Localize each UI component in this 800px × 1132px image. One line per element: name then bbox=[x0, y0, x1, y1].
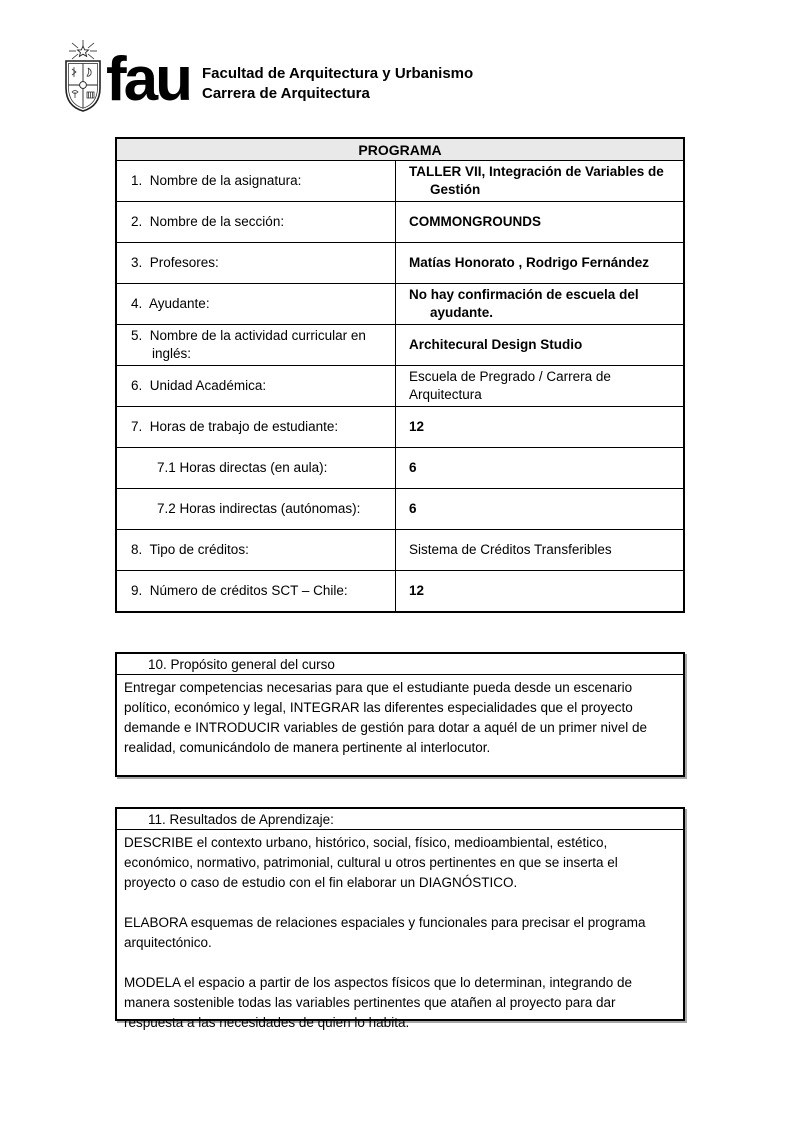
university-crest-icon bbox=[62, 40, 104, 114]
row-label: 6. Unidad Académica: bbox=[117, 366, 396, 406]
row-label: 8. Tipo de créditos: bbox=[117, 530, 396, 570]
row-label: 1. Nombre de la asignatura: bbox=[117, 161, 396, 201]
row-label: 3. Profesores: bbox=[117, 243, 396, 283]
row-value: Matías Honorato , Rodrigo Fernández bbox=[409, 255, 650, 270]
section-resultados-aprendizaje bbox=[115, 807, 685, 1030]
row-label: 7. Horas de trabajo de estudiante: bbox=[117, 407, 396, 447]
table-row-unidad-academica bbox=[117, 365, 683, 406]
section-proposito-general bbox=[115, 652, 685, 777]
section-body bbox=[117, 675, 683, 758]
paragraph: Entregar competencias necesarias para que el estudiante pueda desde un escenario político, económico y legal, INTEGRAR las diferentes especialidades que el proyecto demande e INTRODUCIR variables de gestión para dotar a aquél de un primer nivel de realidad, comunicándolo de manera pertinente al interlocutor. bbox=[124, 680, 648, 755]
paragraph: DESCRIBE el contexto urbano, histórico, social, físico, medioambiental, estético, económico, normativo, patrimonial, cultural u otros pertinentes en que se inserta el proyecto o caso de estudio con el fin elaborar un DIAGNÓSTICO. bbox=[124, 835, 618, 890]
table-row-creditos-sct bbox=[117, 570, 683, 611]
row-label: 7.2 Horas indirectas (autónomas): bbox=[117, 489, 396, 529]
table-row-profesores bbox=[117, 242, 683, 283]
row-value: 12 bbox=[409, 419, 425, 434]
table-row-asignatura bbox=[117, 160, 683, 201]
career-name: Carrera de Arquitectura bbox=[202, 85, 370, 102]
row-label: 7.1 Horas directas (en aula): bbox=[117, 448, 396, 488]
row-value: No hay confirmación de escuela del ayudante. bbox=[409, 287, 639, 320]
paragraph: MODELA el espacio a partir de los aspectos físicos que lo determinan, integrando de manera sostenible todas las variables pertinentes que atañen al proyecto para dar respuesta a las necesidades de quien lo habita. bbox=[124, 975, 633, 1030]
row-value: 6 bbox=[409, 501, 417, 516]
table-row-seccion bbox=[117, 201, 683, 242]
table-row-horas-indirectas bbox=[117, 488, 683, 529]
faculty-name: Facultad de Arquitectura y Urbanismo bbox=[202, 65, 474, 82]
row-value: COMMONGROUNDS bbox=[409, 214, 541, 229]
table-row-ayudante bbox=[117, 283, 683, 324]
row-value: Escuela de Pregrado / Carrera de Arquitectura bbox=[409, 369, 611, 402]
row-value: 12 bbox=[409, 583, 425, 598]
row-value: Architecural Design Studio bbox=[409, 337, 583, 352]
table-row-tipo-creditos bbox=[117, 529, 683, 570]
section-body bbox=[117, 830, 683, 1033]
row-label: 9. Número de créditos SCT – Chile: bbox=[117, 571, 396, 611]
table-row-horas-trabajo bbox=[117, 406, 683, 447]
institution-titles bbox=[202, 64, 473, 104]
header-logo bbox=[62, 40, 473, 114]
program-table bbox=[115, 137, 685, 613]
row-value: 6 bbox=[409, 460, 417, 475]
section-heading: 11. Resultados de Aprendizaje: bbox=[117, 809, 683, 830]
row-label: 2. Nombre de la sección: bbox=[117, 202, 396, 242]
table-row-nombre-ingles bbox=[117, 324, 683, 365]
row-label: 4. Ayudante: bbox=[117, 284, 396, 324]
row-value: Sistema de Créditos Transferibles bbox=[409, 542, 612, 557]
row-value: TALLER VII, Integración de Variables de Gestión bbox=[409, 164, 664, 197]
fau-logotype: fau bbox=[106, 45, 190, 114]
paragraph: ELABORA esquemas de relaciones espaciales y funcionales para precisar el programa arquitectónico. bbox=[124, 915, 646, 950]
table-title: PROGRAMA bbox=[117, 139, 683, 160]
table-row-horas-directas bbox=[117, 447, 683, 488]
section-heading: 10. Propósito general del curso bbox=[117, 654, 683, 675]
row-label: 5. Nombre de la actividad curricular en inglés: bbox=[117, 325, 396, 365]
